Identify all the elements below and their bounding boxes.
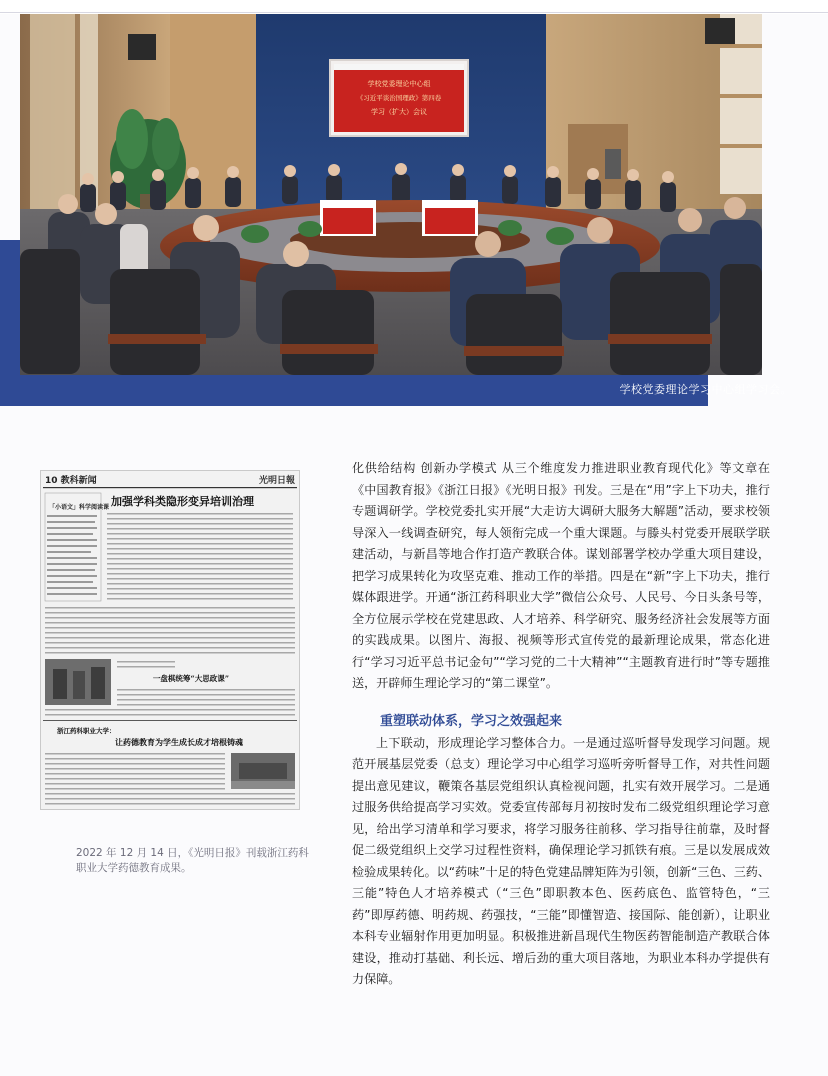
screen-line-1: 学校党委理论中心组: [367, 80, 431, 88]
photo-caption-bar: [30, 375, 708, 406]
clipping-caption: 2022 年 12 月 14 日，《光明日报》刊载浙江药科职业大学药德教育成果。: [76, 847, 309, 874]
top-rule: [0, 12, 828, 13]
article-paragraph-2: 上下联动，形成理论学习整体合力。一是通过巡听督导发现学习问题。规范开展基层党委（总支）理论学习中心组学习巡听旁听督导工作，对共性问题提出意见建议，鞭策各基层党组织认真检视问题，扎实有效开展学习。二是通过服务供给提高学习实效。党委宣传部每月初按时发布二级党组织理论学习意见，给出学习清单和学习要求，将学习服务往前移、学习指导往前靠，及时督促二级党组织上交学习过程性资料，确保理论学习抓铁有痕。三是以发展成效检验成果转化。以“药味”十足的特色党建品牌矩阵为引领，创新“三色、三药、三能”特色人才培养模式（“三色”即职教本色、医药底色、监管特色，“三药”即厚药德、明药规、药强技，“三能”即懂智造、接国际、能创新），让职业本科专业辐射作用更加明显。积极推进新昌现代生物医药智能制造产教联合体建设，推动打基础、利长远、增后劲的重大项目落地，为职业本科办学提供有力保障。: [352, 735, 770, 986]
clip-lower-school: 浙江药科职业大学：: [57, 727, 116, 735]
screen-line-2: 《习近平谈治国理政》第四卷: [356, 94, 442, 102]
page-top-strip: [0, 0, 828, 14]
meeting-photo: [20, 14, 762, 375]
photo-caption: 学校党委理论学习中心组学习会。: [619, 383, 792, 396]
clip-mid-headline: 一盘棋统筹“大思政课”: [152, 674, 230, 683]
clip-main-headline: 加强学科类隐形变异培训治理: [111, 495, 254, 508]
clip-lower-headline: 让药德教育为学生成长成才培根铸魂: [115, 737, 243, 747]
clip-masthead-page: 10 教科新闻: [45, 476, 97, 486]
article-body: [352, 458, 770, 991]
section-heading: 重塑联动体系，学习之效强起来: [380, 713, 563, 729]
clip-masthead-paper: 光明日報: [258, 476, 295, 486]
article-paragraph-1: 化供给结构 创新办学模式 从三个维度发力推进职业教育现代化》等文章在《中国教育报》《浙江日报》《光明日报》刊发。三是在“用”字上下功夫，推行专题调研学。学校党委扎实开展“大走访大调研大服务大解题”活动，要求校领导深入一线调查研究，每人领衔完成一个重大课题。与滕头村党委开展联学联建活动，与新昌等地合作打造产教联合体。谋划部署学校办学重大项目建设，把学习成果转化为攻坚克难、推动工作的举措。四是在“新”字上下功夫，推行媒体跟进学。开通“浙江药科职业大学”微信公众号、人民号、今日头条号等，全方位展示学校在党建思政、人才培养、科学研究、服务经济社会发展等方面的实践成果。以图片、海报、视频等形式宣传党的最新理论成果，常态化进行“学习习近平总书记金句”“学习党的二十大精神”“主题教育进行时”等专题推送，开辟师生理论学习的“第二课堂”。: [352, 461, 770, 690]
newspaper-clipping: [40, 470, 300, 810]
screen-line-3: 学习（扩大）会议: [371, 108, 427, 116]
clip-side-headline: 「小语文」科学阅读课: [49, 504, 110, 511]
